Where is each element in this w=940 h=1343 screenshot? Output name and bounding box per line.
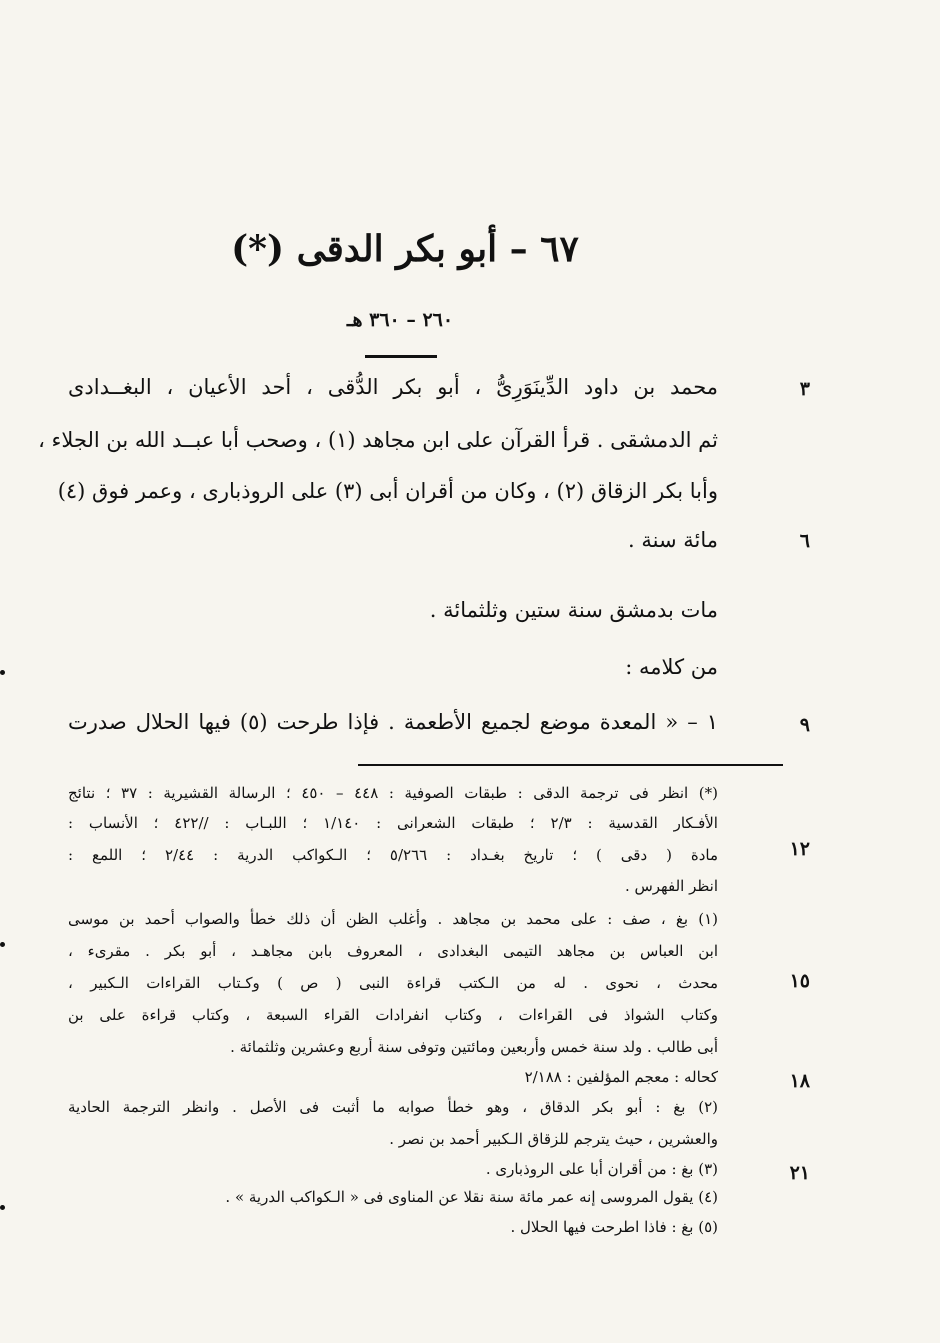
line-number: ١٨ [789,1070,810,1092]
body-line-4: مائة سنة . [628,528,718,552]
line-number: ٦ [799,530,810,552]
line-number: ٢١ [789,1162,810,1184]
body-line-6: من كلامه : [625,655,718,679]
line-number: ٩ [799,714,810,736]
scan-speck [0,942,5,947]
footnote-line-8: وكتاب الشواذ فى القراءات ، وكتاب انفرادات القراء السبعة ، وكتاب قراءة على بن [68,1006,718,1024]
scan-speck [0,1205,5,1210]
footnote-line-15: (٥) بغ : فاذا اطرحت فيها الحلال . [510,1218,718,1236]
footnote-line-9: أبى طالب . ولد سنة خمس وأربعين ومائتين وتوفى سنة أربع وعشرين وثلثمائة . [230,1038,718,1056]
footnote-line-4: انظر الفهرس . [624,877,718,895]
footnote-line-6: ابن العباس بن مجاهد التيمى البغدادى ، المعروف بابن مجاهـد ، أبو بكر . مقرىء ، [68,942,718,960]
footnote-line-11: (٢) بغ : أبو بكر الدقاق ، وهو خطأ صوابه ما أثبت فى الأصل . وانظر الترجمة الحادية [68,1098,718,1116]
line-number: ٣ [799,378,810,400]
footnote-rule [358,764,783,766]
footnote-line-10: كحاله : معجم المؤلفين : ٢/١٨٨ [524,1068,718,1086]
body-line-2: ثم الدمشقى . قرأ القرآن على ابن مجاهد (١) ، وصحب أبا عبــد الله بن الجلاء ، [38,428,718,452]
title-rule [365,355,437,358]
footnote-line-1: (*) انظر فى ترجمة الدقى : طبقات الصوفية : ٤٤٨ – ٤٥٠ ؛ الرسالة القشيرية : ٣٧ ؛ نتائج [68,784,718,802]
entry-dates: ٢٦٠ – ٣٦٠ هـ [346,309,454,331]
entry-title: ٦٧ – أبو بكر الدقى (*) [231,228,579,270]
footnote-line-12: والعشرين ، حيث يترجم للزقاق الـكبير أحمد بن نصر . [389,1130,718,1148]
scan-speck [0,670,5,675]
body-line-1: محمد بن داود الدِّينَوَرِىُّ ، أبو بكر الدُّقى ، أحد الأعيان ، البغــدادى [68,375,718,399]
footnote-line-5: (١) بغ ، صف : على محمد بن مجاهد . وأغلب الظن أن ذلك خطأ والصواب أحمد بن موسى [68,910,718,928]
body-line-3: وأبا بكر الزقاق (٢) ، وكان من أقران أبى (٣) على الروذبارى ، وعمر فوق (٤) [57,479,718,503]
footnote-line-7: محدث ، نحوى . له من الـكتب قراءة النبى ( ص ) وكـتاب القراءات الـكبير ، [68,974,718,992]
line-number: ١٥ [789,970,810,992]
footnote-line-3: مادة ( دقى ) ؛ تاريخ بغـداد : ٥/٢٦٦ ؛ الـكواكب الدرية : ٢/٤٤ ؛ اللمع : [68,846,718,864]
body-line-5: مات بدمشق سنة ستين وثلثمائة . [429,598,718,622]
body-line-7: ١ – « المعدة موضع لجميع الأطعمة . فإذا طرحت (٥) فيها الحلال صدرت [68,710,719,734]
line-number: ١٢ [789,838,810,860]
footnote-line-13: (٣) بغ : من أقران أبا على الروذبارى . [485,1160,718,1178]
footnote-line-14: (٤) يقول المروسى إنه عمر مائة سنة نقلا عن المناوى فى « الـكواكب الدرية » . [225,1188,718,1206]
footnote-line-2: الأفـكار القدسية : ٢/٣ ؛ طبقات الشعرانى : ١/١٤٠ ؛ اللبـاب : //٤٢٢ ؛ الأنساب : [68,814,718,832]
